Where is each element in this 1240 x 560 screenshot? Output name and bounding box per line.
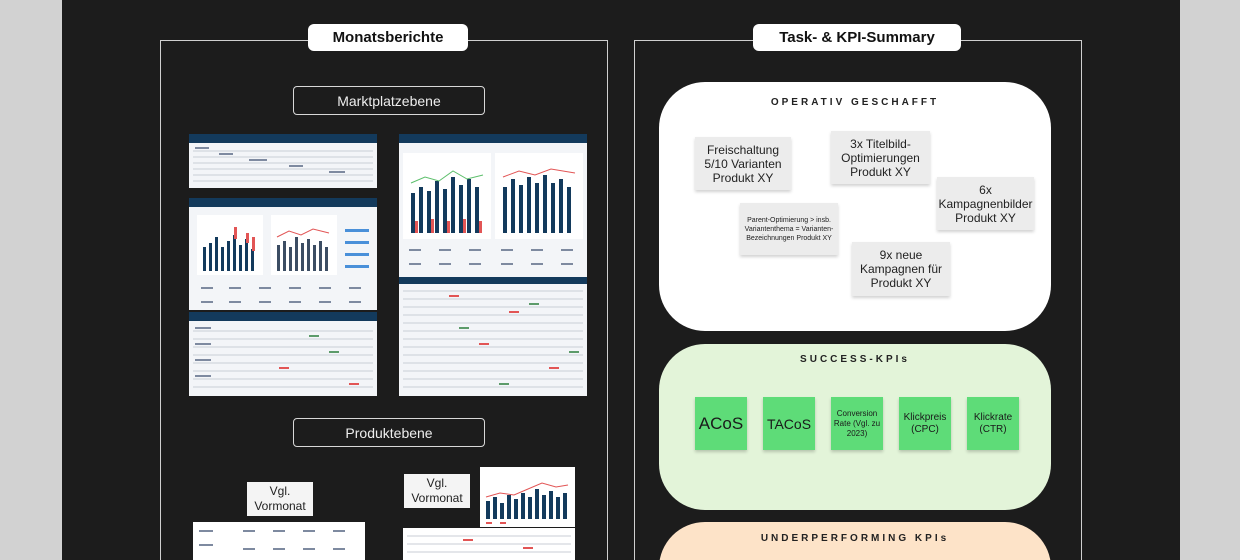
success-kpis-title: SUCCESS-KPIs: [800, 354, 910, 365]
kpi-klickpreis[interactable]: Klickpreis (CPC): [899, 397, 951, 450]
sticky-note-titelbild[interactable]: 3x Titelbild-Optimierungen Produkt XY: [831, 131, 930, 184]
report-table-lines: [189, 321, 377, 396]
report-header-bar: [189, 198, 377, 207]
product-table-lines: [193, 522, 365, 560]
report-thumbnail-categories[interactable]: [189, 312, 377, 396]
kpi-klickrate[interactable]: Klickrate (CTR): [967, 397, 1019, 450]
report-header-bar: [189, 134, 377, 143]
monatsberichte-title: Monatsberichte: [308, 24, 468, 51]
vgl-vormonat-note-right[interactable]: Vgl. Vormonat: [404, 474, 470, 508]
product-report-thumbnail-table-left[interactable]: [193, 522, 365, 560]
operativ-title: OPERATIV GESCHAFFT: [770, 97, 940, 108]
report-thumbnail-daily[interactable]: [189, 134, 377, 188]
product-report-thumbnail-table-right[interactable]: [403, 528, 575, 560]
underperforming-title: UNDERPERFORMING KPIs: [760, 533, 950, 544]
produktebene-label[interactable]: Produktebene: [293, 418, 485, 447]
report-overview-charts: [189, 207, 377, 310]
report-advertising-charts: [399, 143, 587, 396]
sticky-note-freischaltung[interactable]: Freischaltung 5/10 Varianten Produkt XY: [695, 137, 791, 190]
whiteboard-canvas[interactable]: [62, 0, 1180, 560]
product-bar-chart: [480, 467, 575, 527]
vgl-vormonat-note-left[interactable]: Vgl. Vormonat: [247, 482, 313, 516]
report-thumbnail-overview[interactable]: [189, 198, 377, 310]
report-thumbnail-advertising[interactable]: [399, 134, 587, 396]
kpi-acos[interactable]: ACoS: [695, 397, 747, 450]
sticky-note-kampagnenbilder[interactable]: 6x Kampagnenbilder Produkt XY: [937, 177, 1034, 230]
product-table-lines: [403, 528, 575, 560]
sticky-note-neue-kampagnen[interactable]: 9x neue Kampagnen für Produkt XY: [852, 242, 950, 296]
sticky-note-parent-optimierung[interactable]: Parent-Optimierung > insb. Variantenthema = Varianten-Bezeichnungen Produkt XY: [740, 203, 838, 255]
underperforming-section[interactable]: [659, 522, 1051, 560]
report-header-bar: [189, 312, 377, 321]
report-header-bar: [399, 134, 587, 143]
marktplatzebene-label[interactable]: Marktplatzebene: [293, 86, 485, 115]
report-table-lines: [189, 143, 377, 188]
kpi-tacos[interactable]: TACoS: [763, 397, 815, 450]
product-report-thumbnail-chart[interactable]: [480, 467, 575, 527]
kpi-conversion-rate[interactable]: Conversion Rate (Vgl. zu 2023): [831, 397, 883, 450]
task-kpi-title: Task- & KPI-Summary: [753, 24, 961, 51]
